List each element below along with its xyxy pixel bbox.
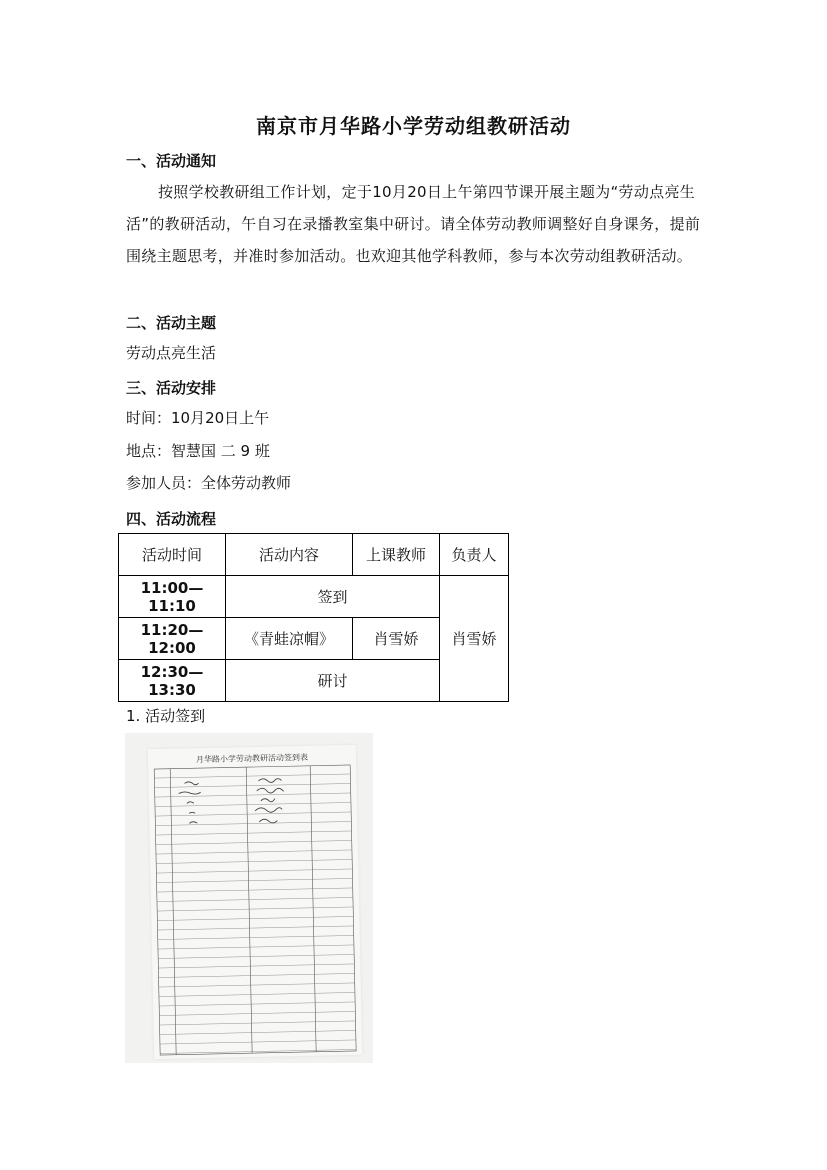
row-time: 11:00—11:10: [119, 576, 226, 618]
theme-text: 劳动点亮生活: [126, 344, 217, 362]
sheet-rule-line: [158, 945, 354, 949]
sheet-rule-line: [156, 831, 352, 835]
table-header-row: [119, 534, 509, 576]
table-header-cell: 活动内容: [226, 534, 353, 576]
sheet-rule-line: [159, 983, 355, 987]
sheet-rule-line: [158, 935, 354, 939]
section-heading-schedule: 三、活动安排: [126, 379, 217, 397]
row-content: 《青蛙凉帽》: [226, 618, 353, 660]
row-content: 研讨: [226, 660, 440, 702]
sheet-rule-line: [160, 1021, 356, 1025]
sheet-rule-line: [155, 802, 351, 806]
sheet-rule-line: [158, 964, 354, 968]
sheet-rule-line: [159, 1002, 355, 1006]
section-heading-theme: 二、活动主题: [126, 314, 217, 332]
flow-table: [118, 533, 509, 702]
sheet-rule-line: [155, 821, 351, 825]
page-title: 南京市月华路小学劳动组教研活动: [256, 114, 571, 138]
row-content: 签到: [226, 576, 440, 618]
sheet-rule-line: [157, 888, 353, 892]
row-teacher: 肖雪娇: [353, 618, 440, 660]
subsection-heading-signin: 1. 活动签到: [126, 707, 206, 725]
sheet-rule-line: [155, 812, 351, 816]
sheet-rule-line: [158, 926, 354, 930]
schedule-time: 时间：10月20日上午: [126, 409, 270, 427]
sheet-rule-line: [154, 774, 350, 778]
table-header-cell: 活动时间: [119, 534, 226, 576]
signin-sheet-grid: [148, 745, 362, 1059]
sheet-rule-line: [159, 973, 355, 977]
signin-sheet-title: 月华路小学劳动教研活动签到表: [195, 752, 309, 765]
table-header-cell: 负责人: [440, 534, 509, 576]
signin-sheet: [148, 745, 362, 1059]
sheet-rule-line: [158, 954, 354, 958]
sheet-rule-line: [157, 878, 353, 882]
sheet-rule-line: [160, 1030, 356, 1034]
sheet-rule-line: [155, 783, 351, 787]
sheet-rule-line: [157, 907, 353, 911]
sheet-rule-line: [159, 992, 355, 996]
table-row: [119, 576, 509, 618]
section-heading-notice: 一、活动通知: [126, 152, 217, 170]
sheet-rule-line: [157, 897, 353, 901]
responsible-person: 肖雪娇: [440, 576, 509, 702]
schedule-place: 地点：智慧国 二 9 班: [126, 442, 270, 460]
row-time: 12:30—13:30: [119, 660, 226, 702]
row-time: 11:20—12:00: [119, 618, 226, 660]
notice-paragraph: 按照学校教研组工作计划，定于10月20日上午第四节课开展主题为“劳动点亮生活”的教研活动，午自习在录播教室集中研讨。请全体劳动教师调整好自身课务，提前围绕主题思考，并准时参加活动。也欢迎其他学科教师，参与本次劳动组教研活动。: [126, 183, 701, 265]
sheet-rule-line: [156, 859, 352, 863]
schedule-participants: 参加人员：全体劳动教师: [126, 474, 292, 492]
sheet-rule-line: [160, 1040, 356, 1044]
sheet-rule-line: [156, 869, 352, 873]
sheet-rule-line: [156, 840, 352, 844]
sheet-rule-line: [155, 793, 351, 797]
sheet-rule-line: [159, 1011, 355, 1015]
table-header-cell: 上课教师: [353, 534, 440, 576]
signin-sheet-photo: [125, 733, 373, 1063]
section-heading-flow: 四、活动流程: [126, 510, 217, 528]
sheet-rule-line: [157, 916, 353, 920]
sheet-rule-line: [156, 850, 352, 854]
